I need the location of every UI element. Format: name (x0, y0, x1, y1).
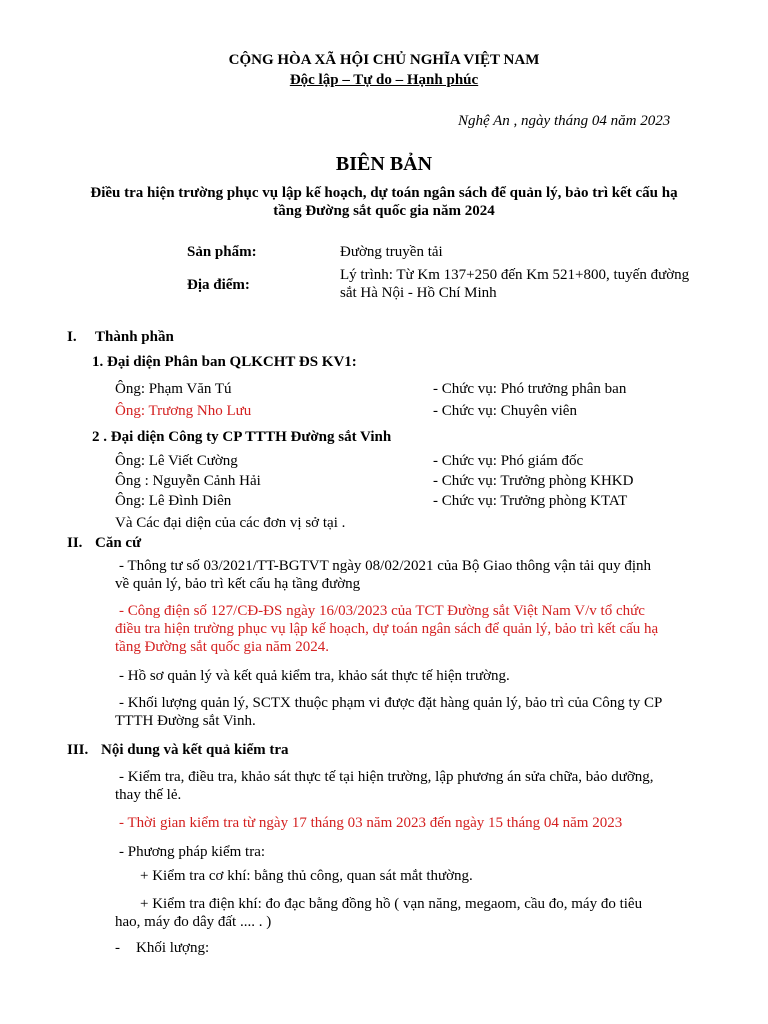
inspection-period: - Thời gian kiểm tra từ ngày 17 tháng 03 năm 2023 đến ngày 15 tháng 04 năm 2023 (119, 815, 623, 831)
member-role: - Chức vụ: Phó trưởng phân ban (433, 381, 627, 397)
basis-item-1-line1: - Thông tư số 03/2021/TT-BGTVT ngày 08/02/2021 của Bộ Giao thông vận tải quy định (119, 558, 651, 574)
basis-item-2-line3: tầng Đường sắt quốc gia năm 2024. (115, 639, 329, 655)
location-value-line1: Lý trình: Từ Km 137+250 đến Km 521+800, tuyến đường (340, 267, 690, 283)
other-representatives: Và Các đại diện của các đơn vị sở tại . (115, 515, 346, 531)
motto-text: Độc lập – Tự do – Hạnh phúc (289, 72, 479, 88)
location-value-line2: sắt Hà Nội - Hồ Chí Minh (340, 285, 497, 301)
member-role: - Chức vụ: Trưởng phòng KHKD (433, 473, 634, 489)
member-name: Ông: Trương Nho Lưu (115, 403, 252, 419)
inspection-method-heading: - Phương pháp kiểm tra: (119, 844, 266, 860)
member-name: Ông : Nguyễn Cảnh Hải (115, 473, 261, 489)
section1-number: I. (67, 329, 77, 345)
content-item-1-line2: thay thế lẻ. (115, 787, 182, 803)
document-title: BIÊN BẢN (335, 153, 433, 175)
method-mechanical: + Kiểm tra cơ khí: bằng thủ công, quan sát mắt thường. (140, 868, 473, 884)
member-role: - Chức vụ: Trưởng phòng KTAT (433, 493, 628, 509)
product-value: Đường truyền tải (340, 244, 443, 260)
group1-title: 1. Đại diện Phân ban QLKCHT ĐS KV1: (92, 354, 357, 370)
place-date: Nghệ An , ngày tháng 04 năm 2023 (458, 113, 671, 129)
section3-heading: Nội dung và kết quả kiểm tra (101, 742, 289, 758)
volume-dash: - (115, 940, 120, 956)
basis-item-4-line1: - Khối lượng quản lý, SCTX thuộc phạm vi được đặt hàng quản lý, bảo trì của Công ty CP (119, 695, 663, 711)
basis-item-2-line1: - Công điện số 127/CĐ-ĐS ngày 16/03/2023 của TCT Đường sắt Việt Nam V/v tổ chức (119, 603, 645, 619)
group2-title: 2 . Đại diện Công ty CP TTTH Đường sắt Vinh (92, 429, 392, 445)
method-electrical-line2: hao, máy đo dây đất .... . ) (115, 914, 272, 930)
basis-item-3: - Hồ sơ quản lý và kết quả kiểm tra, khảo sát thực tế hiện trường. (119, 668, 510, 684)
member-role: - Chức vụ: Chuyên viên (433, 403, 577, 419)
basis-item-4-line2: TTTH Đường sắt Vinh. (115, 713, 256, 729)
member-name: Ông: Lê Viết Cường (115, 453, 238, 469)
location-label: Địa điểm: (187, 277, 250, 293)
section2-number: II. (67, 535, 83, 551)
section1-heading: Thành phần (95, 329, 174, 345)
member-name: Ông: Lê Đình Diên (115, 493, 232, 509)
section3-number: III. (67, 742, 89, 758)
nation-title: CỘNG HÒA XÃ HỘI CHỦ NGHĨA VIỆT NAM (228, 52, 540, 68)
product-label: Sản phẩm: (187, 244, 257, 260)
basis-item-1-line2: về quản lý, bảo trì kết cấu hạ tầng đường (115, 576, 361, 592)
method-electrical-line1: + Kiểm tra điện khí: đo đạc bằng đồng hồ ( vạn năng, megaom, cầu đo, máy đo tiêu (140, 896, 643, 912)
motto (0, 71, 768, 89)
volume-heading: Khối lượng: (136, 940, 210, 956)
document-subtitle-line2: tầng Đường sắt quốc gia năm 2024 (273, 203, 495, 219)
section2-heading: Căn cứ (95, 535, 142, 551)
member-name: Ông: Phạm Văn Tú (115, 381, 232, 397)
content-item-1-line1: - Kiểm tra, điều tra, khảo sát thực tế tại hiện trường, lập phương án sửa chữa, bảo dưỡng, (119, 769, 654, 785)
basis-item-2-line2: điều tra hiện trường phục vụ lập kế hoạch, dự toán ngân sách để quản lý, bảo trì kết cấu hạ (115, 621, 659, 637)
member-role: - Chức vụ: Phó giám đốc (433, 453, 584, 469)
document-subtitle-line1: Điều tra hiện trường phục vụ lập kế hoạch, dự toán ngân sách để quản lý, bảo trì kết cấu hạ (90, 185, 678, 201)
